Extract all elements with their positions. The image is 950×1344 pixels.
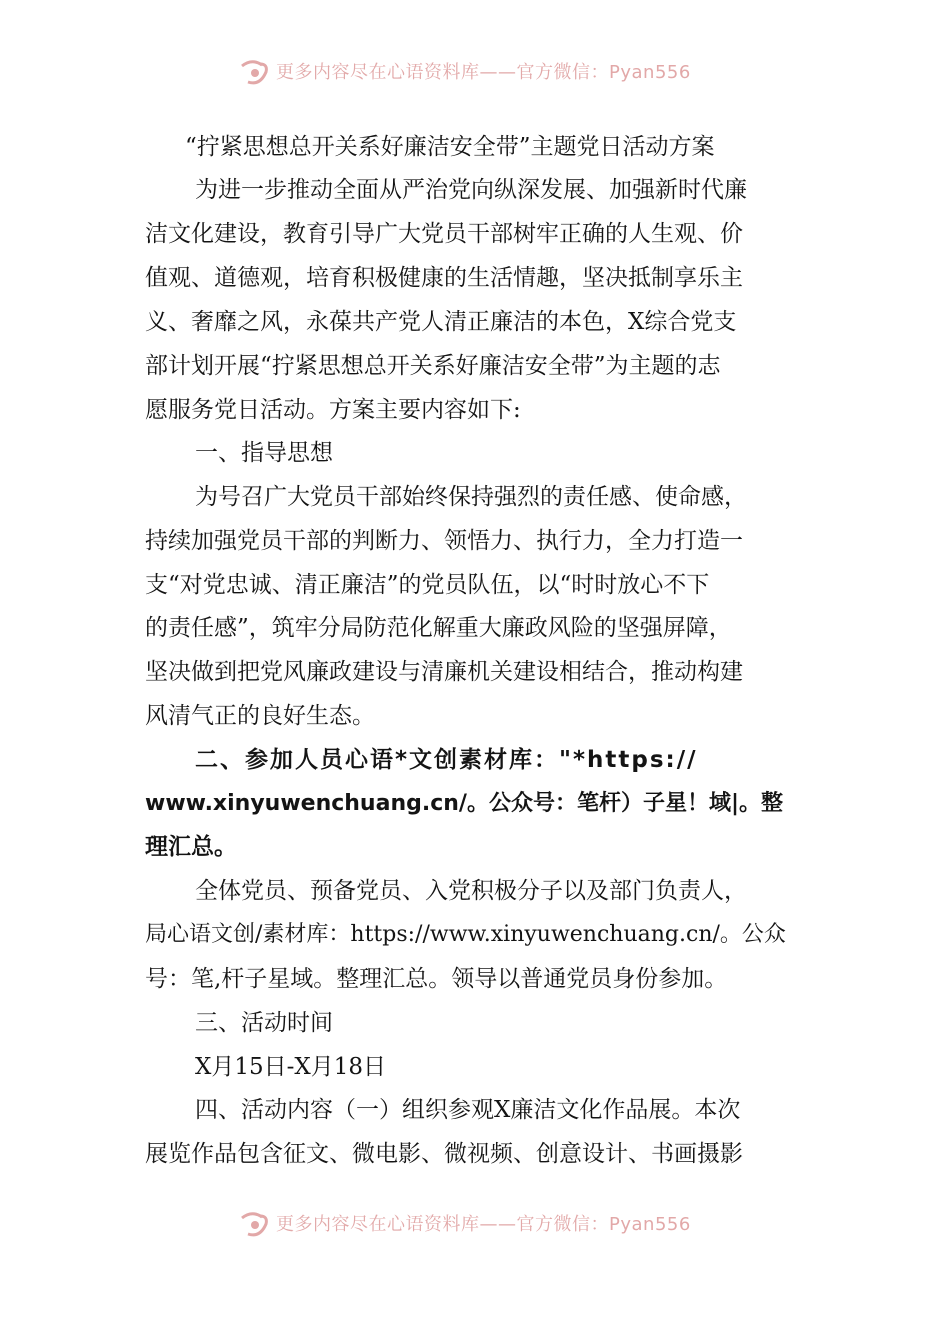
- section-heading: 一、指导思想: [195, 440, 333, 466]
- section-heading: 理汇总。: [145, 834, 237, 860]
- body-line: 持续加强党员干部的判断力、领悟力、执行力，全力打造一: [145, 528, 743, 554]
- body-line: 洁文化建设，教育引导广大党员干部树牢正确的人生观、价: [145, 221, 743, 247]
- document-title: “拧紧思想总开关系好廉洁安全带”主题党日活动方案: [185, 134, 715, 160]
- body-line: 支“对党忠诚、清正廉洁”的党员队伍，以“时时放心不下: [145, 572, 710, 598]
- section-heading: 四、活动内容（一）组织参观X廉洁文化作品展。本次: [195, 1097, 741, 1123]
- body-line: 展览作品包含征文、微电影、微视频、创意设计、书画摄影: [145, 1141, 743, 1167]
- watermark-text: 更多内容尽在心语资料库——官方微信：Pyan556: [276, 62, 691, 83]
- body-line: 号：笔,杆子星域。整理汇总。领导以普通党员身份参加。: [145, 966, 728, 992]
- brand-logo-icon: [238, 56, 272, 86]
- body-line: 为进一步推动全面从严治党向纵深发展、加强新时代廉: [195, 177, 747, 203]
- section-heading: 三、活动时间: [195, 1010, 333, 1036]
- body-line: 全体党员、预备党员、入党积极分子以及部门负责人，: [195, 878, 747, 904]
- body-line: 部计划开展“拧紧思想总开关系好廉洁安全带”为主题的志: [145, 353, 721, 379]
- body-line: 义、奢靡之风，永葆共产党人清正廉洁的本色，X综合党支: [145, 309, 737, 335]
- brand-logo-icon: [238, 1208, 272, 1238]
- body-line: 坚决做到把党风廉政建设与清廉机关建设相结合，推动构建: [145, 659, 743, 685]
- section-heading: 二、参加人员心语*文创素材库："*https://: [195, 747, 698, 773]
- body-line: 值观、道德观，培育积极健康的生活情趣，坚决抵制享乐主: [145, 265, 743, 291]
- body-line: 的责任感”，筑牢分局防范化解重大廉政风险的坚强屏障，: [145, 615, 732, 641]
- watermark-text: 更多内容尽在心语资料库——官方微信：Pyan556: [276, 1214, 691, 1235]
- watermark-footer: [238, 1208, 738, 1238]
- body-line: 风清气正的良好生态。: [145, 703, 375, 729]
- body-line: 愿服务党日活动。方案主要内容如下:: [145, 397, 521, 423]
- body-line: 为号召广大党员干部始终保持强烈的责任感、使命感，: [195, 484, 747, 510]
- watermark-header: [238, 56, 738, 86]
- body-line: 局心语文创/素材库：https://www.xinyuwenchuang.cn/。公众: [145, 922, 786, 947]
- section-heading: www.xinyuwenchuang.cn/。公众号：笔杆）子星！域|。整: [145, 791, 783, 816]
- body-line: X月15日-X月18日: [195, 1054, 387, 1080]
